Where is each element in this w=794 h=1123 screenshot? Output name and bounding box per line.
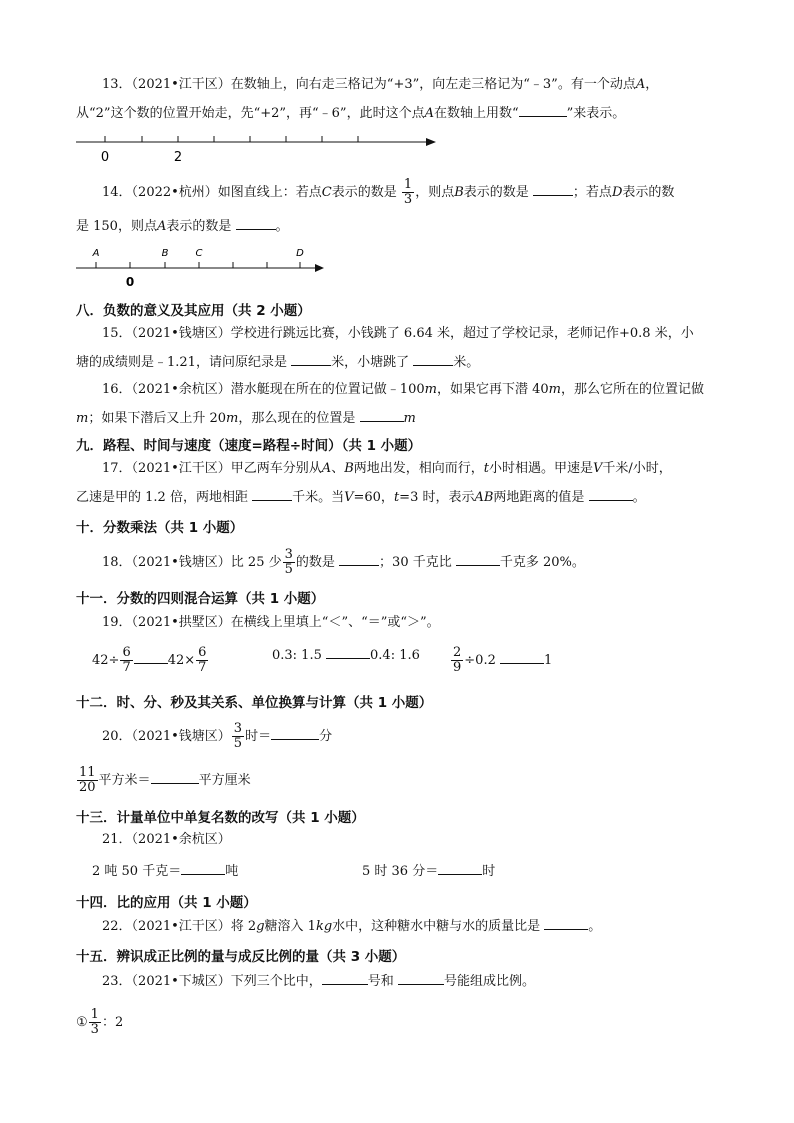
q23-blank-2[interactable] [398,972,444,985]
section-8-heading: 八．负数的意义及其应用（共 2 小题） [76,303,311,319]
q19-blank-1[interactable] [134,651,168,664]
q18-fraction: $\frac{3}{5}$ [284,547,293,577]
q18-blank-number[interactable] [339,553,379,566]
q14-line1: 14．（2022•杭州）如图直线上：若点C表示的数是 $\frac{1}{3}$ ，则点B表示的数是 ；若点D表示的数 [102,177,675,207]
q18-blank-kg[interactable] [456,553,500,566]
q13-line1: 13．（2021•江干区）在数轴上，向右走三格记为“+3”，向左走三格记为“﹣3”。有一个动点A， [102,77,659,92]
q16-line1: 16．（2021•余杭区）潜水艇现在所在的位置记做﹣100m，如果它再下潜 40m，那么它所在的位置记做 [102,382,704,397]
q22-line: 22．（2021•江干区）将 2g糖溶入 1kg水中，这种糖水中糖与水的质量比是 。 [102,919,602,934]
q15-line2: 塘的成绩则是﹣1.21，请问原纪录是 米，小塘跳了 米。 [76,355,480,370]
q17-line2: 乙速是甲的 1.2 倍，两地相距 千米。当V=60，t=3 时，表示AB两地距离的值是 。 [76,490,646,505]
q23-item-1: ① $\frac{1}{3}$ ：2 [76,1007,124,1037]
q14-point-c: C [195,248,203,259]
section-12-heading: 十二．时、分、秒及其关系、单位换算与计算（共 1 小题） [76,695,433,711]
q19-blank-3[interactable] [500,651,544,664]
q20-blank-minutes[interactable] [271,727,319,740]
q17-blank-distance[interactable] [252,488,292,501]
q23-blank-1[interactable] [322,972,368,985]
q14-blank-a[interactable] [236,217,276,230]
q14-blank-b[interactable] [533,183,573,196]
q17-line1: 17．（2021•江干区）甲乙两车分别从A、B两地出发，相向而行，t小时相遇。甲速是V千米/小时， [102,461,672,476]
q14-fraction: $\frac{1}{3}$ [403,177,413,207]
q19-line1: 19．（2021•拱墅区）在横线上里填上“＜”、“＝”或“＞”。 [102,615,440,630]
q21-part-a: 2 吨 50 千克＝ 吨 [92,864,239,879]
q15-line1: 15．（2021•钱塘区）学校进行跳远比赛，小钱跳了 6.64 米，超过了学校记录，老师记作+0.8 米，小 [102,326,694,341]
q23-line1: 23．（2021•下城区）下列三个比中， 号和 号能组成比例。 [102,974,535,989]
q21-blank-hour[interactable] [438,862,482,875]
q16-line2: m；如果下潜后又上升 20m，那么现在的位置是 m [76,411,416,426]
q17-blank-value[interactable] [589,488,633,501]
q14-point-d: D [296,248,304,259]
q22-blank[interactable] [544,917,588,930]
section-10-heading: 十．分数乘法（共 1 小题） [76,520,244,536]
section-15-heading: 十五．辨识成正比例的量与成反比例的量（共 3 小题） [76,949,406,965]
section-9-heading: 九．路程、时间与速度（速度=路程÷时间）（共 1 小题） [76,438,422,454]
section-14-heading: 十四．比的应用（共 1 小题） [76,895,257,911]
q13-line2: 从“2”这个数的位置开始走，先“+2”，再“﹣6”，此时这个点A在数轴上用数“ ”来表示。 [76,106,626,121]
q14-point-a: A [92,248,100,259]
q15-blank-jump[interactable] [413,353,453,366]
q13-answer-blank[interactable] [519,104,567,117]
q14-zero-label: 0 [125,275,135,289]
q13-axis-label-2: 2 [173,150,183,165]
q20-blank-area[interactable] [151,771,199,784]
q14-number-line [74,242,326,290]
q20-fraction: $\frac{3}{5}$ [233,721,243,751]
q16-blank[interactable] [360,409,404,422]
q15-blank-record[interactable] [291,353,331,366]
q19-expression-1: 42÷ $\frac{6}{7}$ 42× $\frac{6}{7}$ [92,645,207,675]
q21-blank-ton[interactable] [181,862,225,875]
q14-line2: 是 150，则点A表示的数是 。 [76,219,289,234]
q18-line: 18．（2021•钱塘区）比 25 少 $\frac{3}{5}$ 的数是 ；30 千克比 千克多 20%。 [102,547,585,577]
q13-number-line [74,130,438,170]
section-11-heading: 十一．分数的四则混合运算（共 1 小题） [76,591,325,607]
q21-part-b: 5 时 36 分＝ 时 [362,864,496,879]
q20-line2: $\frac{11}{20}$ 平方米＝ 平方厘米 [79,765,251,795]
q14-point-b: B [161,248,169,259]
q19-expression-2: 0.3: 1.5 0.4: 1.6 [272,648,420,663]
section-13-heading: 十三．计量单位中单复名数的改写（共 1 小题） [76,810,365,826]
q20-fraction-2: $\frac{11}{20}$ [79,765,96,795]
q19-expression-3: $\frac{2}{9}$ ÷0.2 1 [453,645,553,675]
q21-line1: 21．（2021•余杭区） [102,832,231,847]
q13-axis-label-0: 0 [100,150,110,165]
q20-line1: 20．（2021•钱塘区） $\frac{3}{5}$ 时＝ 分 [102,721,333,751]
q19-blank-2[interactable] [326,646,370,659]
